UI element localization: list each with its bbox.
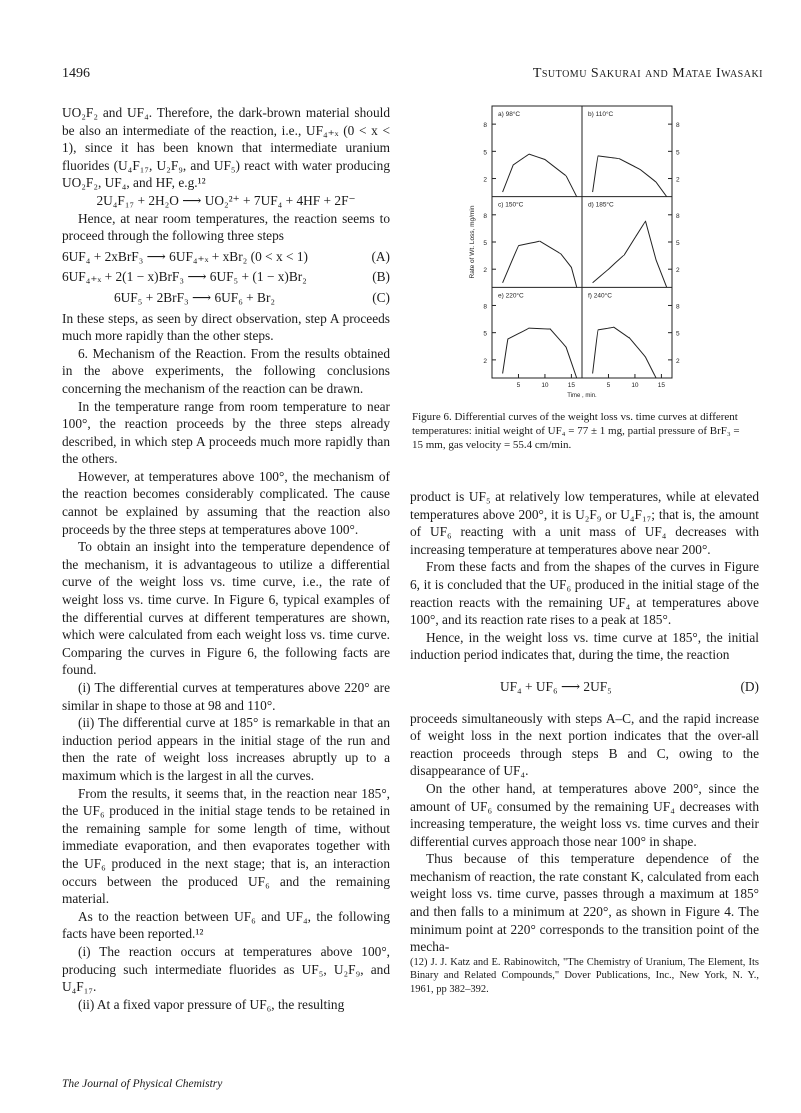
figure-caption: Figure 6. Differential curves of the weight loss vs. time curves at different temperatures: initial weight of UF₄ = 77 ± 1 mg, partial pressure of BrF₃ = 15 mm, gas velocity = 55.4 cm/min. [412,411,740,451]
series-line-5 [593,327,657,378]
paragraph: From the results, it seems that, in the reaction near 185°, the UF₆ produced in the initial stage tends to be retained in the remaining sample for some length of time, without immediate evaporation, and then evaporates together with the UF₆ produced in the next stage; that is, an interaction occurs between the produced UF₆ and the remaining material. [62,785,390,907]
reference-12: (12) J. J. Katz and E. Rabinowitch, "The Chemistry of Uranium, The Element, Its Binary and Related Compounds," Dover Publications, Inc., New York, N. Y., 1961, pp 382–392. [410,956,759,995]
x-tick-label: 10 [631,382,639,389]
panel-label: f) 240°C [588,292,612,300]
journal-footer: The Journal of Physical Chemistry [62,1078,223,1090]
x-tick-label: 5 [516,382,521,389]
equation-a [62,248,390,266]
x-tick-label: 10 [541,382,549,389]
y-tick-label-left: 2 [483,357,487,365]
y-tick-label-right: 8 [676,303,680,311]
paragraph: (i) The reaction occurs at temperatures above 100°, producing such intermediate fluorides as UF₅, U₂F₉, and U₄F₁₇. [62,943,390,995]
paragraph: In the temperature range from room temperature to near 100°, the reaction proceeds by the three steps already described, in which step A proceeds much more rapidly than the others. [62,398,390,467]
x-tick-label: 5 [606,382,611,389]
running-header-authors: Tsutomu Sakurai and Matae Iwasaki [532,66,763,81]
paragraph: However, at temperatures above 100°, the mechanism of the reaction becomes considerably complicated. The cause cannot be explained by assuming that the reaction also proceeds by the three steps at temperatures above 100°. [62,468,390,537]
y-tick-label-left: 5 [483,240,487,247]
y-tick-label-right: 2 [676,176,680,184]
equation-d-body: UF₄ + UF₆ ⟶ 2UF₅ [500,678,612,694]
y-tick-label-right: 5 [676,149,680,157]
x-tick-label: 15 [657,382,666,389]
y-tick-label-left: 5 [483,330,487,338]
left-column [62,104,390,1013]
y-tick-label-left: 8 [483,122,487,130]
page-number: 1496 [62,66,90,81]
y-tick-label-right: 2 [676,267,680,275]
paragraph: (i) The differential curves at temperatures above 220° are similar in shape to those at 98 and 110°. [62,680,390,713]
figure-6-chart [462,104,682,404]
paragraph: On the other hand, at temperatures above 200°, since the amount of UF₆ consumed by the remaining UF₄ decreases with increasing temperature, the weight loss vs. time curves and their differential curves approach those near 100° in shape. [410,780,759,849]
equation-d [410,678,759,696]
y-tick-label-right: 8 [676,122,680,130]
x-axis-label: Time , min. [567,393,597,399]
paragraph: To obtain an insight into the temperature dependence of the mechanism, it is advantageous to utilize a differential curve of the weight loss vs. time curve, i.e., the rate of weight loss vs. time curve. In Figure 6, typical examples of the differential curves at different temperatures are shown, which were calculated from each weight loss vs. time curve. Comparing the curves in Figure 6, the following facts are found. [62,539,390,678]
section-heading-paragraph: 6. Mechanism of the Reaction. From the results obtained in the above experiments, the following conclusions concerning the mechanism of the reaction can be drawn. [62,345,390,396]
paragraph: Thus because of this temperature dependence of the mechanism of reaction, the rate constant K, calculated from each weight loss vs. time curve, passes through a maximum at 185° and then falls to a minimum at 220°, as shown in Figure 4. The minimum point at 220° corresponds to the transition point of the mecha- [410,851,759,955]
y-tick-label-left: 5 [483,149,487,157]
series-line-2 [503,241,577,287]
panel-label: a) 98°C [498,111,521,118]
equation-a-tag: (A) [371,248,390,264]
series-line-0 [503,154,577,197]
equation-b-tag: (B) [372,269,390,285]
y-tick-label-left: 8 [483,212,487,220]
paragraph: proceeds simultaneously with steps A–C, and the rapid increase of weight loss in the next portion indicates that the over-all reaction proceeds through steps B and C, owing to the disappearance of UF₄. [410,710,759,779]
equation-d-tag: (D) [740,678,759,694]
y-tick-label-right: 5 [676,330,680,338]
equation-c-body: 6UF₅ + 2BrF₃ ⟶ 6UF₆ + Br₂ [114,289,276,305]
paragraph: Hence, at near room temperatures, the reaction seems to proceed through the following three steps [62,210,390,244]
panel-label: d) 185°C [588,201,614,209]
paragraph: Hence, in the weight loss vs. time curve at 185°, the initial induction period indicates that, during the time, the reaction [410,629,759,663]
series-line-1 [593,156,667,197]
y-axis-label: Rate of Wt. Loss, mg/min [469,205,476,279]
y-tick-label-left: 8 [483,303,487,311]
series-line-3 [593,221,667,287]
y-tick-label-right: 8 [676,212,680,220]
y-tick-label-right: 5 [676,240,680,247]
x-tick-label: 15 [567,382,576,389]
panel-label: b) 110°C [588,111,614,118]
equation-c [62,289,390,307]
paragraph: (ii) The differential curve at 185° is remarkable in that an induction period appears in the initial stage of the run and then the rate of weight loss increases abruptly up to a maximum which is the largest in all the curves. [62,715,390,783]
y-tick-label-left: 2 [483,267,487,275]
paragraph: From these facts and from the shapes of the curves in Figure 6, it is concluded that the UF₆ produced in the initial stage of the reaction reacts with the remaining UF₄ at temperatures above 100°, and its reaction rate rises to a peak at 185°. [410,559,759,628]
equation-c-tag: (C) [372,289,390,305]
paragraph: product is UF₅ at relatively low temperatures, while at elevated temperatures above 200°, it is U₂F₉ or U₄F₁₇; that is, the amount of UF₆ reacting with a unit mass of UF₄ decreases with increasing temperature at temperatures above near 200°. [410,489,759,557]
panel-label: c) 150°C [498,201,524,209]
equation-b-body: 6UF₄₊ₓ + 2(1 − x)BrF₃ ⟶ 6UF₅ + (1 − x)Br₂ [62,269,307,285]
paragraph: As to the reaction between UF₆ and UF₄, the following facts have been reported.¹² [62,908,390,942]
y-tick-label-right: 2 [676,357,680,365]
right-column [410,488,759,996]
series-line-4 [503,328,577,378]
paragraph: In these steps, as seen by direct observation, step A proceeds much more rapidly than the other steps. [62,310,390,344]
equation-b [62,268,390,286]
figure-6 [462,104,682,409]
equation-hydrolysis: 2U₄F₁₇ + 2H₂O ⟶ UO₂²⁺ + 7UF₄ + 4HF + 2F⁻ [96,192,356,208]
panel-label: e) 220°C [498,292,524,300]
y-tick-label-left: 2 [483,176,487,184]
paragraph: UO₂F₂ and UF₄. Therefore, the dark-brown material should be also an intermediate of the reaction, i.e., UF₄₊ₓ (0 < x < 1), since it has been known that intermediate uranium fluorides (U₄F₁₇, U₂F₉, and UF₅) react with water producing UO₂F₂, UF₄, and HF, e.g.¹² [62,105,390,191]
equation-a-body: 6UF₄ + 2xBrF₃ ⟶ 6UF₄₊ₓ + xBr₂ (0 < x < 1) [62,248,308,264]
paragraph: (ii) At a fixed vapor pressure of UF₆, the resulting [78,996,345,1012]
